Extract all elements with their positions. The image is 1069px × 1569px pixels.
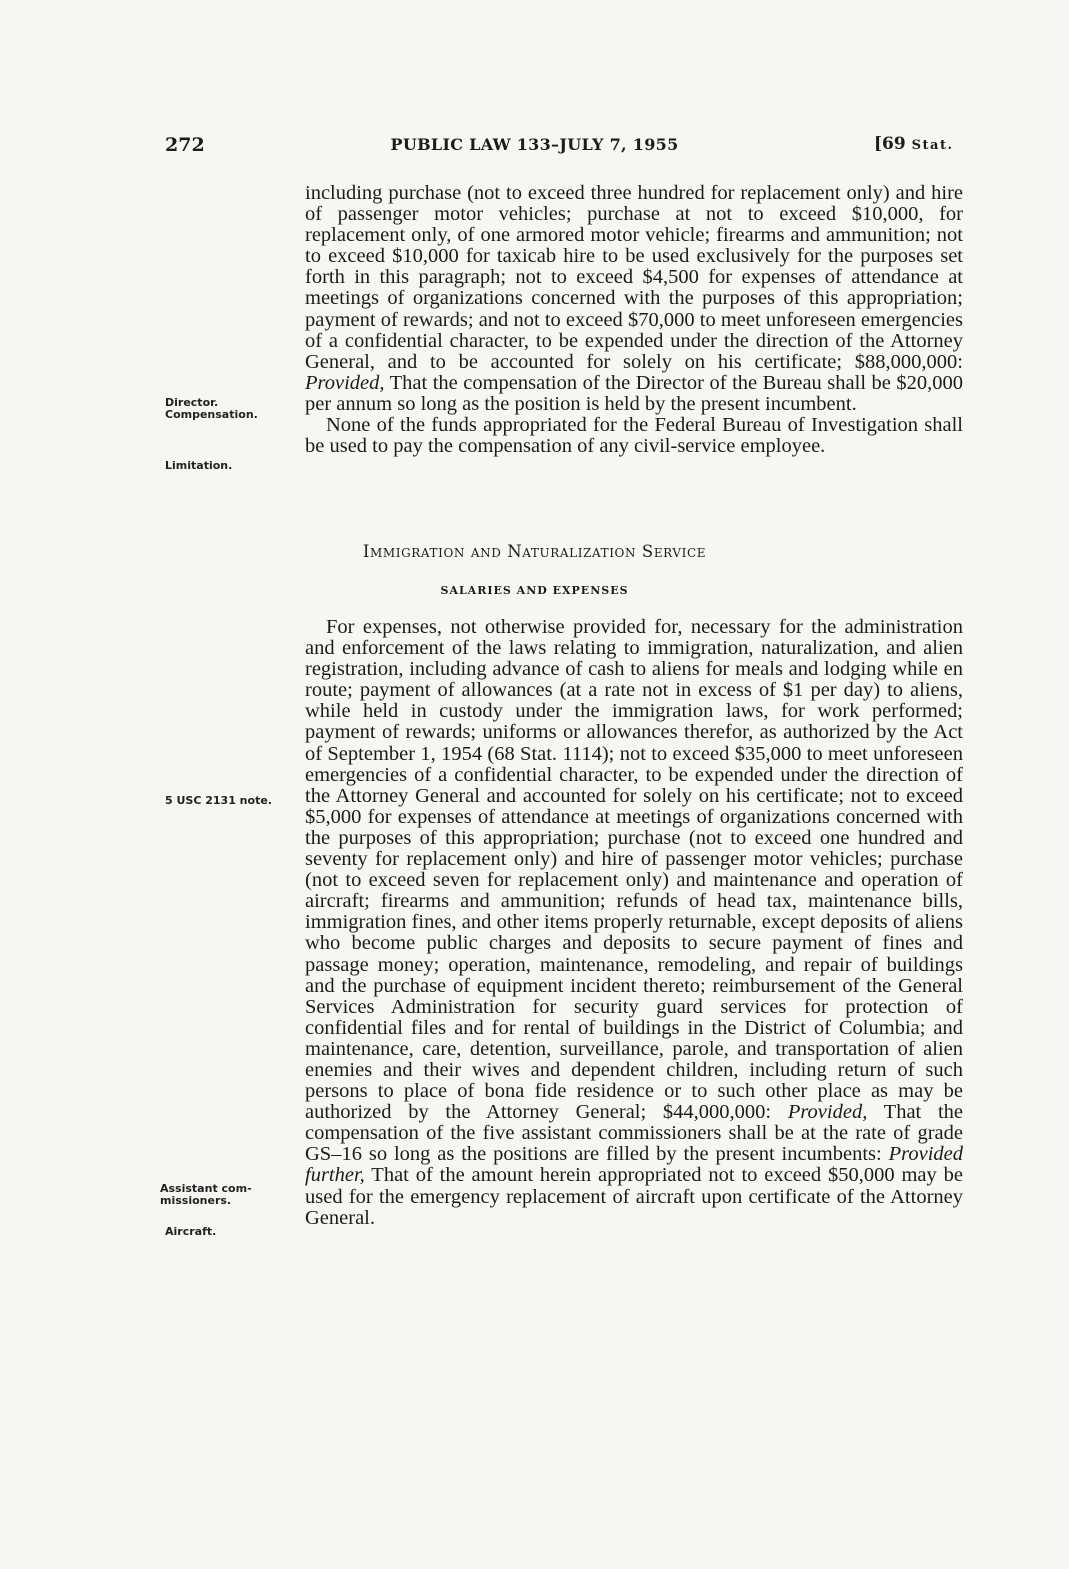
margin-note-assistant-commissioners <box>160 1183 252 1207</box>
margin-note-director: Director. <box>165 396 219 409</box>
section-title: Immigration and Naturalization Service <box>362 542 707 561</box>
paragraph-ins-expenses <box>305 617 963 1229</box>
section-subtitle: SALARIES AND EXPENSES <box>440 584 629 597</box>
paragraph-fbi-expenses <box>305 183 963 415</box>
page-number: 272 <box>165 134 205 156</box>
margin-note-limitation: Limitation. <box>165 459 233 472</box>
margin-note-assistant-line2: missioners. <box>160 1194 232 1207</box>
margin-note-aircraft: Aircraft. <box>165 1225 217 1238</box>
running-title: PUBLIC LAW 133–JULY 7, 1955 <box>390 135 679 154</box>
statute-label: Stat. <box>911 138 954 153</box>
provided-clause: Provided, <box>305 371 385 394</box>
margin-note-compensation: Compensation. <box>165 408 258 421</box>
statute-reference <box>874 134 953 154</box>
director-compensation-text: That the compensation of the Director of the Bureau shall be $20,000 per annum so long as the position is held by the present incumbent. <box>305 371 963 415</box>
margin-note-assistant-line1: Assistant com- <box>160 1182 252 1195</box>
paragraph-limitation: None of the funds appropriated for the Federal Bureau of Investigation shall be used to pay the compensation of any civil-service employee. <box>305 414 963 458</box>
body-column-bottom <box>305 617 963 1229</box>
provided-clause: Provided, <box>787 1101 868 1124</box>
statute-volume: [69 <box>874 134 906 154</box>
aircraft-replacement-text: That of the amount herein appropriated not to exceed $50,000 may be used for the emergency replacement of aircraft upon certificate of the Attorney General. <box>305 1164 963 1229</box>
ins-expenses-text: For expenses, not otherwise provided for, necessary for the administration and enforcement of the laws relating to immigration, naturalization, and alien registration, including advance of cash to aliens for meals and lodging while en route; payment of allowances (at a rate not in excess of $1 per day) to aliens, while held in custody under the immigration laws, for work performed; payment of rewards; uniforms or allowances therefor, as authorized by the Act of September 1, 1954 (68 Stat. 1114); not to exceed $35,000 to meet unforeseen emergencies of a confidential character, to be expended under the direction of the Attorney General and accounted for solely on his certificate; not to exceed $5,000 for expenses of attendance at meetings of organizations concerned with the purposes of this appropriation; purchase (not to exceed one hundred and seventy for replacement only) and hire of passenger motor vehicles; purchase (not to exceed seven for replacement only) and maintenance and operation of aircraft; firearms and ammunition; refunds of head tax, maintenance bills, immigration fines, and other items properly returnable, except deposits of aliens who become public charges and deposits to secure payment of fines and passage money; operation, maintenance, remodeling, and repair of buildings and the purchase of equipment incident thereto; reimbursement of the General Services Administration for security guard services for protection of confidential files and for rental of buildings in the District of Columbia; and maintenance, care, detention, surveillance, parole, and transportation of alien enemies and their wives and dependent children, including return of such persons to place of bona fide residence or to such other place as may be authorized by the Attorney General; $44,000,000: <box>305 616 963 1124</box>
body-column-top <box>305 183 963 457</box>
assistant-commissioners-text: That the compensation of the five assistant commissioners shall be at the rate of grade GS–16 so long as the positions are filled by the present incumbents: <box>305 1101 963 1166</box>
page-header <box>0 134 1069 162</box>
margin-note-usc: 5 USC 2131 note. <box>165 794 272 807</box>
fbi-expenses-text: including purchase (not to exceed three hundred for replacement only) and hire of passenger motor vehicles; purchase at not to exceed $10,000, for replacement only, of one armored motor vehicle; firearms and ammunition; not to exceed $10,000 for taxicab hire to be used exclusively for the purposes set forth in this paragraph; not to exceed $4,500 for expenses of attendance at meetings of organizations concerned with the purposes of this appropriation; payment of rewards; and not to exceed $70,000 to meet unforeseen emergencies of a confidential character, to be expended under the direction of the Attorney General, and to be accounted for solely on his certificate; $88,000,000: <box>305 182 963 373</box>
provided-further-clause: Provided further, <box>305 1143 964 1187</box>
